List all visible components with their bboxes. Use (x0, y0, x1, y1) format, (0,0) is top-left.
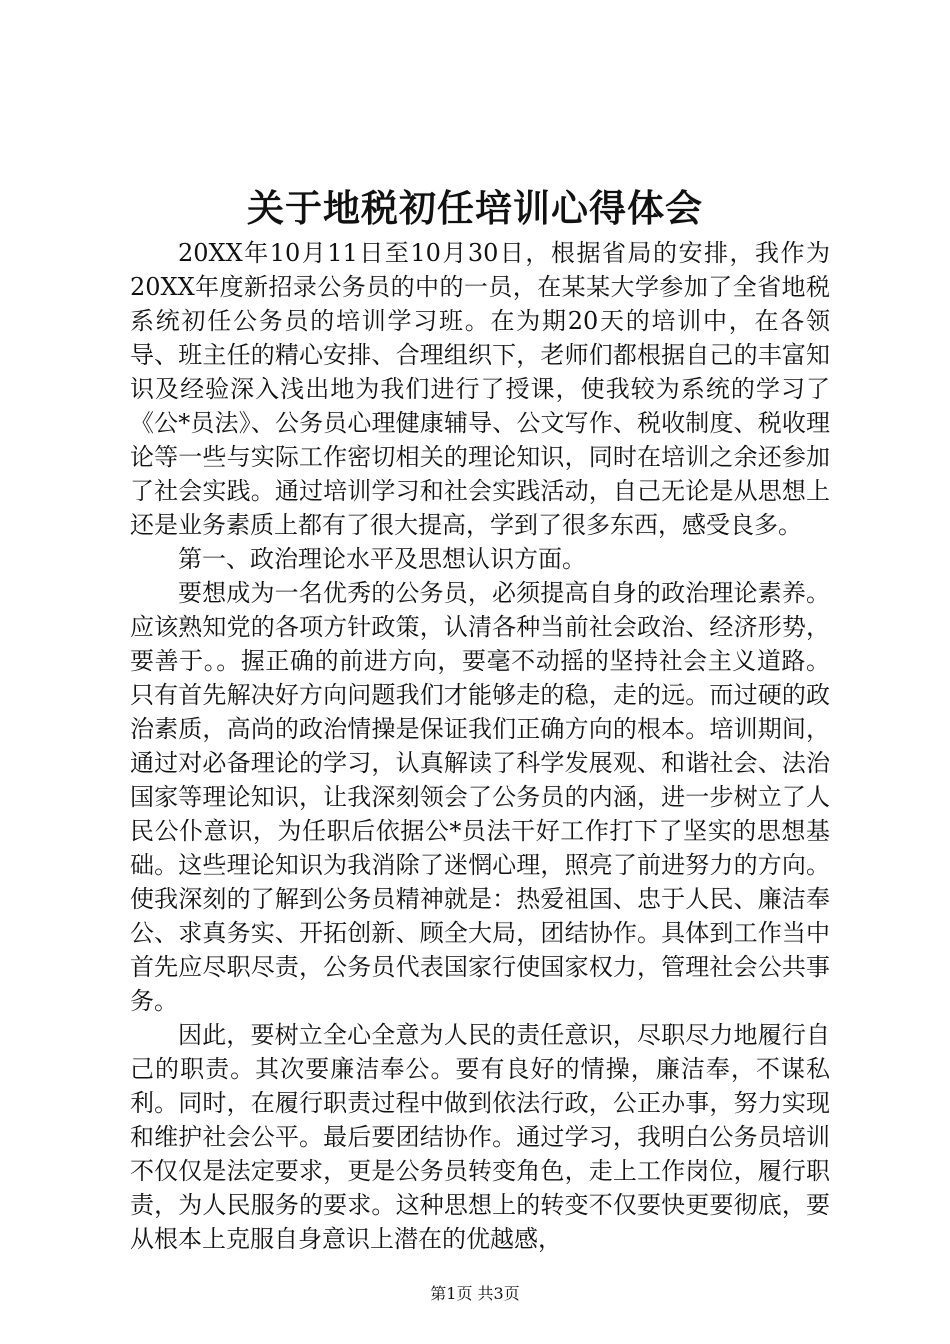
paragraph-political-theory: 要想成为一名优秀的公务员，必须提高自身的政治理论素养。应该熟知党的各项方针政策，认清各种当前社会政治、经济形势，要善于。。握正确的前进方向，要毫不动摇的坚持社会主义道路。只有首先解决好方向问题我们才能够走的稳，走的远。而过硬的政治素质，高尚的政治情操是保证我们正确方向的根本。培训期间，通过对必备理论的学习，认真解读了科学发展观、和谐社会、法治国家等理论知识，让我深刻领会了公务员的内涵，进一步树立了人民公仆意识，为任职后依据公*员法干好工作打下了坚实的思想基础。这些理论知识为我消除了迷惘心理，照亮了前进努力的方向。使我深刻的了解到公务员精神就是：热爱祖国、忠于人民、廉洁奉公、求真务实、开拓创新、顾全大局，团结协作。具体到工作当中首先应尽职尽责，公务员代表国家行使国家权力，管理社会公共事务。 (130, 579, 830, 1015)
paragraph-responsibility: 因此，要树立全心全意为人民的责任意识，尽职尽力地履行自己的职责。其次要廉洁奉公。要有良好的情操，廉洁奉，不谋私利。同时，在履行职责过程中做到依法行政，公正办事，努力实现和维护社会公平。最后要团结协作。通过学习，我明白公务员培训不仅仅是法定要求，更是公务员转变角色，走上工作岗位，履行职责，为人民服务的要求。这种思想上的转变不仅要快更要彻底，要从根本上克服自身意识上潜在的优越感， (130, 1021, 830, 1253)
page-footer: 第1页 共3页 (430, 1284, 520, 1303)
document-title: 关于地税初任培训心得体会 (247, 186, 703, 230)
paragraph-section-heading: 第一、政治理论水平及思想认识方面。 (178, 545, 586, 573)
document-body (130, 236, 830, 1256)
paragraph-intro: 20XX年10月11日至10月30日，根据省局的安排，我作为20XX年度新招录公务员的中的一员，在某某大学参加了全省地税系统初任公务员的培训学习班。在为期20天的培训中，在各领导、班主任的精心安排、合理组织下，老师们都根据自己的丰富知识及经验深入浅出地为我们进行了授课，使我较为系统的学习了《公*员法》、公务员心理健康辅导、公文写作、税收制度、税收理论等一些与实际工作密切相关的理论知识，同时在培训之余还参加了社会实践。通过培训学习和社会实践活动，自己无论是从思想上还是业务素质上都有了很大提高，学到了很多东西，感受良多。 (130, 239, 830, 539)
